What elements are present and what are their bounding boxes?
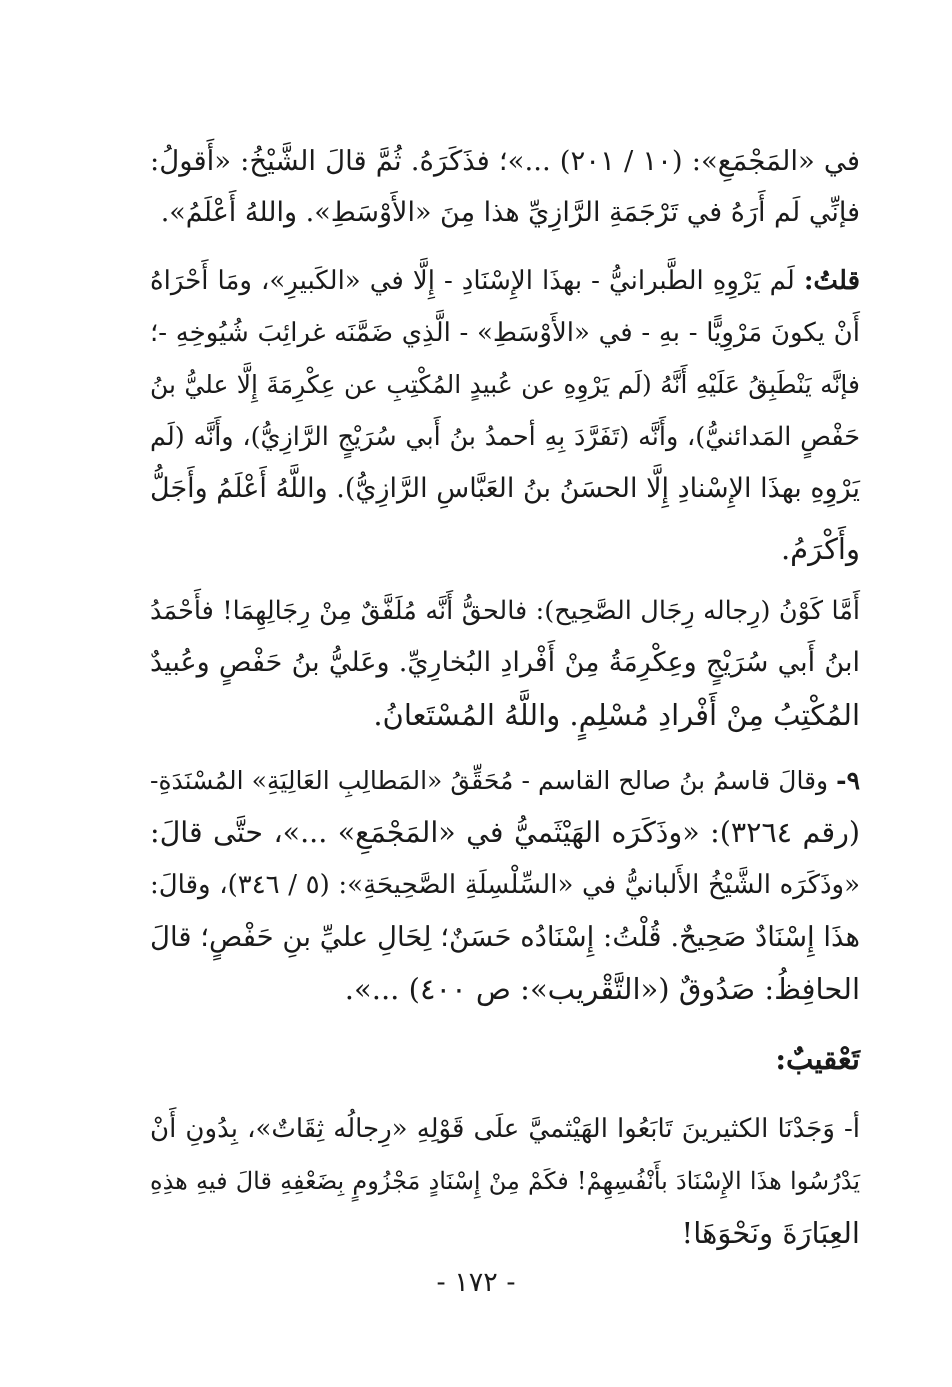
- text-line: هذَا إِسْنَادٌ صَحِيحٌ. قُلْتُ: إِسْنَادُه حَسَنٌ؛ لِحَالِ عليِّ بنِ حَفْصٍ؛ قالَ: [150, 921, 860, 953]
- text-span: وقالَ قاسمُ بنُ صالح القاسم - مُحَقِّقُ «المَطالِبِ العَالِيَةِ» المُسْنَدَةِ-: [150, 766, 837, 795]
- text-line: وأَكْرَمُ.: [780, 532, 860, 566]
- text-line: العِبَارَةَ ونَحْوَهَا!: [681, 1216, 860, 1250]
- text-line: المُكْتِبُ مِنْ أَفْرادِ مُسْلِمٍ. واللَّهُ المُسْتَعانُ.: [373, 698, 860, 732]
- text-line: حَفْصٍ المَدائنيُّ)، وأَنَّه (تَفَرَّدَ بِهِ أحمدُ بنُ أَبي سُرَيْجٍ الرَّازِيُّ)، وأَنَّه (لَم: [150, 422, 860, 452]
- text-line: يَرْوِهِ بهذَا الإِسْنادِ إِلَّا الحسَنُ بنُ العَبَّاسِ الرَّازِيُّ). واللَّهُ أَعْلَمُ وأَجَلُّ: [150, 473, 860, 504]
- text-line: في «المَجْمَعِ»: (١٠ / ٢٠١) ...»؛ فذَكَرَهُ. ثُمَّ قالَ الشَّيْخُ: «أَقولُ:: [150, 145, 860, 177]
- text-line: أَنْ يكونَ مَرْوِيًّا - بهِ - في «الأَوْسَطِ» - الَّذِي ضَمَّنَه غرائِبَ شُيُوخِهِ -؛: [150, 318, 860, 348]
- text-line: ابنُ أَبي سُرَيْجٍ وعِكْرِمَةُ مِنْ أَفْرادِ البُخارِيِّ. وعَليُّ بنُ حَفْصٍ وعُبيدٌ: [150, 647, 860, 678]
- qultu-lead: قلتُ:: [803, 266, 860, 296]
- item-number: ٩-: [836, 766, 860, 795]
- text-line: يَدْرُسُوا هذَا الإِسْنَادَ بأَنْفُسِهِمْ! فكَمْ مِنْ إِسْنَادٍ مَجْزُومٍ بِضَعْفِهِ قالَ فيهِ هذِهِ: [150, 1167, 860, 1195]
- page-number: - ١٧٢ -: [436, 1267, 516, 1298]
- text-line: فإنَّه يَنْطَبِقُ عَلَيْهِ أَنَّهُ (لَم يَرْوِهِ عن عُبيدٍ المُكْتِبِ عن عِكْرِمَةَ إِلَّا عليُّ بنُ: [150, 370, 860, 399]
- text-line: [150, 258, 860, 304]
- text-line: أَمَّا كَوْنُ (رِجاله رِجَال الصَّحِيح): فالحقُّ أَنَّه مُلَفَّقٌ مِنْ رِجَالِهِمَا! فأَحْمَدُ: [150, 596, 860, 626]
- text-line: [150, 758, 860, 804]
- text-line: أ- وَجَدْنَا الكثيرينَ تَابَعُوا الهَيْثميَّ علَى قَوْلِهِ «رِجالُه ثِقَاتٌ»، بِدُونِ أَنْ: [150, 1114, 860, 1144]
- text-span: لَم يَرْوِهِ الطَّبرانيُّ - بهذَا الإِسْنَادِ - إِلَّا في «الكَبيرِ»، ومَا أَحْرَاهُ: [150, 266, 804, 296]
- section-heading: تَعْقيبٌ:: [775, 1042, 860, 1076]
- text-line: «وذَكَرَه الشَّيْخُ الأَلبانيُّ في «السِّلْسِلَةِ الصَّحِيحَةِ»: (٥ / ٣٤٦)، وقالَ:: [150, 870, 860, 900]
- text-line: الحافِظُ: صَدُوقٌ («التَّقْريب»: ص ٤٠٠) ...».: [344, 972, 860, 1006]
- text-line: (رقم ٣٢٦٤): «وذَكَرَه الهَيْثَميُّ في «المَجْمَعِ» ...»، حتَّى قالَ:: [150, 816, 860, 849]
- text-line: فإنِّي لَم أَرَهُ في تَرْجَمَةِ الرَّازِيِّ هذا مِنَ «الأَوْسَطِ». واللهُ أَعْلَمُ».: [160, 197, 860, 228]
